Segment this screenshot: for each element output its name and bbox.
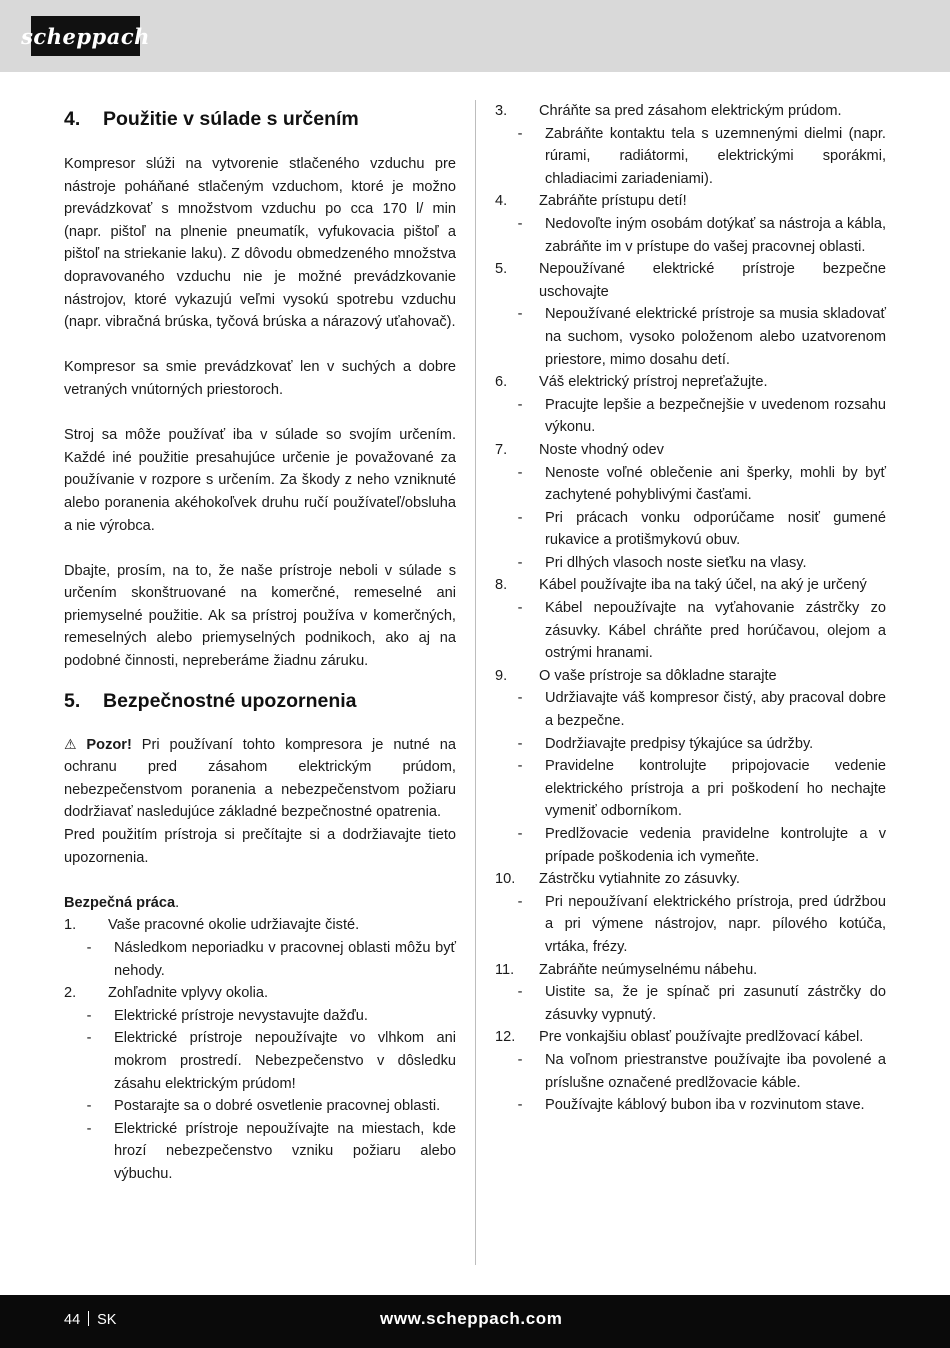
- list-item: [495, 371, 886, 394]
- list-subitem: [64, 937, 456, 982]
- dash-bullet: -: [517, 690, 523, 707]
- list-item: [495, 665, 886, 688]
- dash-bullet: -: [517, 600, 523, 617]
- list-item-text: O vaše prístroje sa dôkladne starajte: [539, 667, 777, 684]
- section-4-title: Použitie v súlade s určením: [103, 108, 359, 130]
- column-divider: [475, 100, 476, 1265]
- list-item-number: 7.: [495, 441, 508, 458]
- list-item: [495, 959, 886, 982]
- list-subitem-text: Elektrické prístroje nepoužívajte na miestach, kde hrozí nebezpečenstvo vzniku požiaru alebo výbuchu.: [114, 1120, 456, 1182]
- list-subitem: [495, 891, 886, 959]
- list-item-number: 5.: [495, 261, 508, 278]
- list-subitem: [495, 733, 886, 756]
- page-number-value: 44: [64, 1312, 81, 1328]
- list-subitem-text: Pravidelne kontrolujte pripojovacie vedenie elektrického prístroja a pri poškodení ho nechajte vymeniť odborníkom.: [545, 758, 886, 820]
- dash-bullet: -: [517, 554, 523, 571]
- dash-bullet: -: [517, 984, 523, 1001]
- footer-band: [0, 1295, 950, 1348]
- warning-paragraph: [64, 733, 456, 824]
- section-4-number: 4.: [64, 108, 81, 130]
- list-item: [495, 1026, 886, 1049]
- warning-label: Pozor!: [86, 736, 132, 753]
- language-code: SK: [97, 1312, 117, 1328]
- page-number: [64, 1311, 116, 1328]
- list-subitem: [495, 552, 886, 575]
- list-subitem: [495, 597, 886, 665]
- list-subitem-text: Pri dlhých vlasoch noste sieťku na vlasy.: [545, 554, 807, 571]
- list-subitem: [495, 687, 886, 732]
- page-separator: [88, 1311, 89, 1326]
- safe-work-dot: .: [175, 894, 180, 911]
- intended-use-paragraph: Kompresor slúži na vytvorenie stlačeného vzduchu pre nástroje poháňané stlačeným vzduchom, ktoré je možno prevádzkovať s množstvom vzduchu po cca 170 l/ min (napr. pištoľ na plnenie pneumatík, vyfukovacia pištoľ a pištoľ na striekanie laku). Z dôvodu obmedzeného množstva dopravovaného vzduchu nie je možné prevádzkovanie nástrojov, ktoré vykazujú veľmi vysokú spotrebu vzduchu (napr. vibračná brúska, tyčová brúska a nárazový uťahovač).: [64, 156, 456, 331]
- list-item-number: 1.: [64, 917, 77, 934]
- dash-bullet: -: [517, 826, 523, 842]
- list-subitem-text: Elektrické prístroje nepoužívajte vo vlhkom ani mokrom prostredí. Nebezpečenstvo v dôsledku zásahu elektrickým prúdom!: [114, 1030, 456, 1092]
- list-subitem-text: Na voľnom priestranstve používajte iba povolené a príslušne označené predlžovacie káble.: [545, 1051, 886, 1091]
- dash-bullet: -: [517, 758, 523, 775]
- dash-bullet: -: [517, 125, 523, 142]
- section-4-heading: [64, 105, 456, 133]
- list-subitem-text: Pri prácach vonku odporúčame nosiť gumené rukavice a protišmykovú obuv.: [545, 509, 886, 549]
- list-subitem-text: Následkom neporiadku v pracovnej oblasti môžu byť nehody.: [114, 940, 456, 979]
- list-item: [64, 982, 456, 1005]
- list-subitem: [495, 303, 886, 371]
- list-item-text: Zástrčku vytiahnite zo zásuvky.: [539, 871, 740, 888]
- list-subitem: [495, 123, 886, 191]
- list-subitem-text: Nepoužívané elektrické prístroje sa musia skladovať na suchom, vysoko položenom alebo uzatvorenom priestore, mimo dosahu detí.: [545, 306, 886, 368]
- list-item: [495, 100, 886, 123]
- list-item-text: Pre vonkajšiu oblasť používajte predlžovací kábel.: [539, 1029, 864, 1046]
- list-subitem: [495, 1049, 886, 1094]
- list-subitem-text: Pracujte lepšie a bezpečnejšie v uvedenom rozsahu výkonu.: [545, 396, 886, 436]
- list-item-text: Nepoužívané elektrické prístroje bezpečne uschovajte: [539, 261, 886, 300]
- list-subitem-text: Pri nepoužívaní elektrického prístroja, pred údržbou a pri výmene nástrojov, napr. pílového kotúča, vrtáka, frézy.: [545, 893, 886, 955]
- list-item: [495, 190, 886, 213]
- safety-list-right: [495, 100, 886, 1117]
- warning-triangle-icon: ⚠: [64, 735, 83, 752]
- list-item-number: 6.: [495, 374, 508, 391]
- list-subitem: [64, 1005, 456, 1028]
- list-subitem-text: Nenoste voľné oblečenie ani šperky, mohli by byť zachytené pohyblivými časťami.: [545, 464, 886, 504]
- list-item-text: Váš elektrický prístroj nepreťažujte.: [539, 374, 768, 391]
- list-item-text: Zabráňte prístupu detí!: [539, 193, 687, 210]
- section-5-heading: [64, 687, 456, 715]
- list-subitem: [495, 394, 886, 439]
- list-item-number: 3.: [495, 103, 508, 119]
- list-subitem-text: Kábel nepoužívajte na vyťahovanie zástrčky zo zásuvky. Kábel chráňte pred horúčavou, olejom a ostrými hranami.: [545, 600, 886, 662]
- header-band: [0, 0, 950, 72]
- list-item-text: Zohľadnite vplyvy okolia.: [108, 985, 269, 1002]
- safe-work-heading: [64, 892, 456, 915]
- list-subitem-text: Udržiavajte váš kompresor čistý, aby pracoval dobre a bezpečne.: [545, 690, 886, 730]
- list-item: [495, 574, 886, 597]
- dash-bullet: -: [517, 735, 523, 752]
- dash-bullet: -: [86, 1120, 92, 1137]
- dash-bullet: -: [517, 1051, 523, 1068]
- list-item-text: Noste vhodný odev: [539, 441, 664, 458]
- list-subitem-text: Predlžovacie vedenia pravidelne kontrolujte a v prípade poškodenia ich vymeňte.: [545, 826, 886, 865]
- section-5-number: 5.: [64, 689, 81, 712]
- list-subitem: [495, 981, 886, 1026]
- indoor-use-paragraph: Kompresor sa smie prevádzkovať len v suchých a dobre vetraných vnútorných priestoroch.: [64, 359, 456, 398]
- list-item-text: Vaše pracovné okolie udržiavajte čisté.: [108, 917, 360, 934]
- right-column: [495, 100, 886, 1117]
- dash-bullet: -: [86, 1098, 92, 1115]
- list-item: [64, 914, 456, 937]
- list-subitem: [64, 1095, 456, 1118]
- list-item-number: 4.: [495, 193, 508, 210]
- scheppach-logo: scheppach: [31, 16, 140, 56]
- liability-paragraph: Stroj sa môže používať iba v súlade so svojím určením. Každé iné použitie presahujúce určenie je považované za používanie v rozpore s určením. Za škody z neho vzniknuté alebo poranenia akéhokoľvek druhu ručí používateľ/obsluha a nie výrobca.: [64, 427, 456, 534]
- list-subitem-text: Elektrické prístroje nevystavujte dažďu.: [114, 1007, 368, 1024]
- list-item: [495, 258, 886, 303]
- dash-bullet: -: [517, 306, 523, 323]
- list-item: [495, 868, 886, 891]
- dash-bullet: -: [517, 893, 523, 910]
- section-5-title: Bezpečnostné upozornenia: [103, 689, 357, 712]
- list-subitem: [495, 755, 886, 823]
- list-item-text: Kábel používajte iba na taký účel, na aký je určený: [539, 577, 867, 594]
- list-subitem-text: Nedovoľte iným osobám dotýkať sa nástroja a kábla, zabráňte im v prístupe do vašej pracovnej oblasti.: [545, 215, 886, 255]
- list-item-number: 10.: [495, 871, 516, 888]
- list-item-number: 11.: [495, 961, 515, 978]
- list-item-number: 8.: [495, 577, 508, 594]
- dash-bullet: -: [517, 509, 523, 526]
- list-subitem-text: Dodržiavajte predpisy týkajúce sa údržby.: [545, 735, 814, 752]
- warranty-paragraph: Dbajte, prosím, na to, že naše prístroje neboli v súlade s určením skonštruované na komerčné, remeselné ani priemyselné použitie. Ak sa prístroj používa v komerčných, remeselných alebo priemyselných podnikoch, ako aj na podobné činnosti, nepreberáme žiadnu záruku.: [64, 562, 456, 670]
- safety-list-left: [64, 914, 456, 1185]
- list-item-number: 12.: [495, 1029, 516, 1046]
- website-link[interactable]: www.scheppach.com: [380, 1309, 563, 1328]
- list-subitem: [495, 1094, 886, 1117]
- list-item: [495, 439, 886, 462]
- warning-text: Pri používaní tohto kompresora je nutné na ochranu pred zásahom elektrickým prúdom, nebezpečenstvom poranenia a nebezpečenstvom požiaru dodržiavať nasledujúce základné bezpečnostné opatrenia.: [64, 736, 456, 821]
- list-subitem: [495, 213, 886, 258]
- dash-bullet: -: [517, 464, 523, 481]
- list-subitem-text: Postarajte sa o dobré osvetlenie pracovnej oblasti.: [114, 1098, 441, 1115]
- list-subitem: [64, 1118, 456, 1186]
- safe-work-label: Bezpečná práca: [64, 894, 176, 911]
- dash-bullet: -: [86, 1007, 92, 1024]
- list-subitem: [495, 823, 886, 868]
- dash-bullet: -: [86, 1030, 92, 1047]
- list-item-number: 9.: [495, 667, 508, 684]
- dash-bullet: -: [86, 940, 92, 956]
- dash-bullet: -: [517, 396, 523, 413]
- list-item-text: Zabráňte neúmyselnému nábehu.: [539, 961, 758, 978]
- list-subitem: [495, 507, 886, 552]
- list-subitem: [64, 1027, 456, 1095]
- list-subitem-text: Uistite sa, že je spínač pri zasunutí zástrčky do zásuvky vypnutý.: [545, 984, 886, 1023]
- dash-bullet: -: [517, 215, 523, 232]
- read-instructions-paragraph: Pred použitím prístroja si prečítajte si a dodržiavajte tieto upozornenia.: [64, 827, 456, 866]
- list-item-number: 2.: [64, 985, 77, 1002]
- list-subitem-text: Zabráňte kontaktu tela s uzemnenými dielmi (napr. rúrami, radiátormi, elektrickými sporákmi, chladiacimi zariadeniami).: [545, 125, 886, 187]
- list-subitem: [495, 462, 886, 507]
- list-subitem-text: Používajte káblový bubon iba v rozvinutom stave.: [545, 1097, 865, 1114]
- left-column: [64, 100, 456, 1186]
- dash-bullet: -: [517, 1097, 523, 1114]
- list-item-text: Chráňte sa pred zásahom elektrickým prúdom.: [539, 103, 842, 119]
